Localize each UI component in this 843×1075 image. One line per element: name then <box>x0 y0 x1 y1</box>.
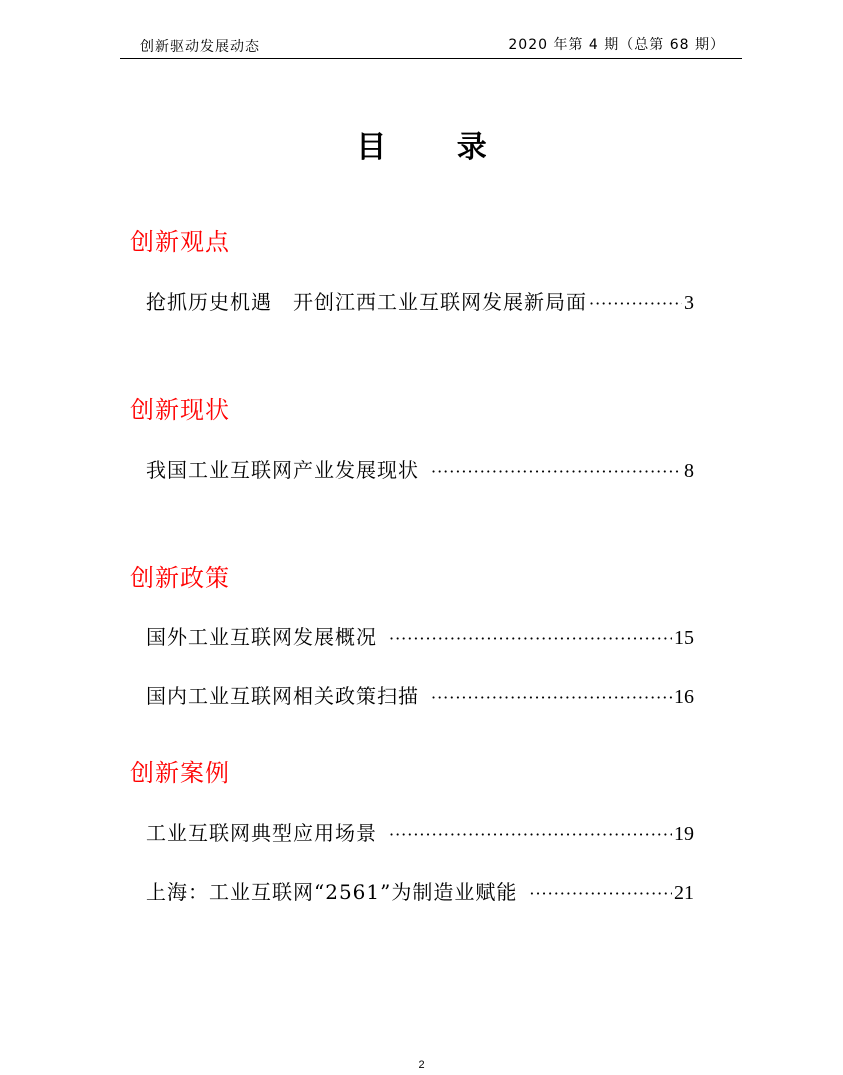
header-publication-name: 创新驱动发展动态 <box>140 39 260 55</box>
toc-dot-leader <box>529 879 672 909</box>
toc-dot-leader <box>389 820 672 850</box>
toc-entry-title: 上海：工业互联网“2561”为制造业赋能 <box>146 880 518 904</box>
toc-entry-title: 抢抓历史机遇 开创江西工业互联网发展新局面 <box>146 290 587 314</box>
toc-page-number: 15 <box>674 627 694 649</box>
section-heading-policy: 创新政策 <box>130 564 230 592</box>
page-number: 2 <box>418 1059 425 1071</box>
toc-page-number: 16 <box>674 686 694 708</box>
toc-entry[interactable] <box>146 877 694 907</box>
section-heading-viewpoints: 创新观点 <box>130 228 230 256</box>
header-issue-number: 2020 年第 4 期（总第 68 期） <box>508 37 725 53</box>
toc-dot-leader <box>589 289 682 319</box>
toc-page-number: 3 <box>684 292 694 314</box>
toc-entry[interactable] <box>146 622 694 652</box>
toc-entry-title: 工业互联网典型应用场景 <box>146 821 377 845</box>
toc-entry-title: 国外工业互联网发展概况 <box>146 625 377 649</box>
toc-entry-title: 国内工业互联网相关政策扫描 <box>146 684 419 708</box>
section-heading-status: 创新现状 <box>130 396 230 424</box>
toc-dot-leader <box>431 457 682 487</box>
toc-title: 目 录 <box>356 130 517 165</box>
toc-entry[interactable] <box>146 681 694 711</box>
toc-entry[interactable] <box>146 455 694 485</box>
toc-dot-leader <box>389 624 672 654</box>
header-divider <box>120 58 742 59</box>
section-heading-cases: 创新案例 <box>130 759 230 787</box>
toc-page-number: 21 <box>674 882 694 904</box>
toc-entry-title: 我国工业互联网产业发展现状 <box>146 458 419 482</box>
toc-page-number: 19 <box>674 823 694 845</box>
toc-entry[interactable] <box>146 818 694 848</box>
toc-dot-leader <box>431 683 672 713</box>
toc-page-number: 8 <box>684 460 694 482</box>
toc-entry[interactable] <box>146 287 694 317</box>
